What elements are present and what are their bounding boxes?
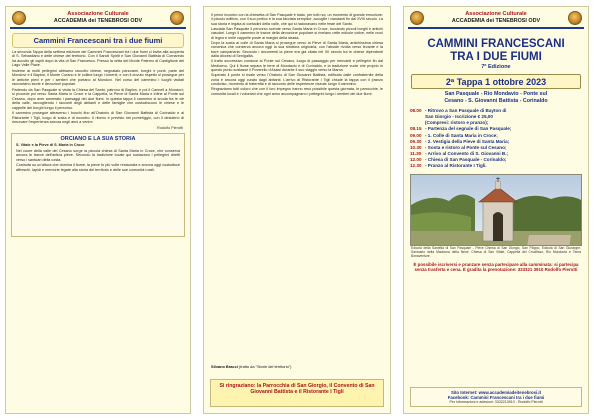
schedule-desc: - 1. Colle di Santa Maria in Croce; [425, 132, 498, 138]
main-title-line1: CAMMINI FRANCESCANI [427, 38, 565, 51]
middle-panel [203, 6, 391, 414]
left-paragraph: La seconda Tappa della settima edizione dei Cammini Francescani tra i due fiumi ci invita alla scoperta di S. Sebastiano e delle chiese del territorio. Con il Sancti Spiriti e San Giovanni Battista di Cornaredo ha accolto gli ospiti dopo la vita di San Francesco. Presso la vetta del Monte Paterno di Castiglione del Lago Valle Piave. [12, 49, 184, 68]
left-paragraph: Il cammino prosegue attraverso i boschi fino all'Oratorio di San Giovanni Battista di Corinaldo e al Ristorante I Tigli, luogo di sosta e di incontro. Il ritorno è previsto nel pomeriggio, con il desiderio di rinnovare l'esperienza ancora negli anni a venire. [12, 111, 184, 125]
schedule-desc: San Giorgio - Iscrizione € 25,00 [425, 114, 493, 120]
schedule-row [410, 163, 582, 169]
schedule-time: 09.30 [410, 138, 422, 144]
author-source: (tratto da "Storie del territorio") [238, 364, 292, 369]
chapel-photo-illustration [411, 175, 582, 246]
schedule-desc: - Ritrovo a San Pasquale di Bayton di [425, 108, 507, 114]
tenebrosi-logo [170, 11, 184, 25]
facebook-link[interactable]: Facebook: Cammini Francescani tra i due fiumi [447, 395, 545, 400]
website-link[interactable]: Sito Internet: www.accademiadeitenebrosi.it [450, 389, 542, 395]
route-line2: Cesano - S. Giovanni Battista - Corinaldo [444, 97, 548, 104]
route [404, 91, 588, 104]
middle-body [204, 7, 390, 363]
schedule-time: 12.00 [410, 156, 422, 162]
schedule-time: 11.30 [410, 150, 422, 156]
author-name: Silvano Bracci [211, 364, 238, 369]
history-box [11, 133, 185, 237]
schedule-desc: (Compresi: ristoro e pranzo); [425, 120, 489, 126]
association-line1: Associazione Culturale [67, 11, 129, 17]
thanks-box: Si ringraziano: la Parrocchia di San Giorgio, il Convento di San Giovanni Battista e il Ristorante I Tigli [210, 379, 384, 407]
middle-paragraph: Dopo la sosta al colle di Santa Maria si prosegue verso la Pieve di Santa Maria, antichissima chiesa romanica che conserva ancora oggi la sua struttura originaria, con l'abside rivolta verso levante e la torre campanaria. Secondo i documenti la pieve era già citata nel XII secolo tra le chiese dipendenti dalla diocesi di Senigallia. [211, 41, 383, 58]
association-header [6, 7, 190, 24]
left-paragraph: Insieme ai molti pellegrini abbiamo raccolto chiese, segnalato panorami, borghi e ponti, parte del Mondovì e il Bayton, il Monte Corano e le colline lungo i torrenti, e con il dovuto rispetto si prosegue per le antiche pievi e per i sentieri che portano al Mondovì. Nel corso del cammino i luoghi visitati raccontano storie e devozioni popolari. [12, 68, 184, 87]
schedule-desc: - Sosta e ristoro al Ponte sul Cesano; [425, 144, 507, 150]
schedule-time: 08.00 [410, 108, 422, 114]
photo-caption: Edicola della Santella di San Pasquale - Pieve Chiesa di San Giorgio, San Filippo, Edicola di San Giuseppe, Santuario della Madonna della Neve, Chiesa di San Vitale, Cappella del Crocifisso, Rio Mondavio e Tema Bonaventure. [411, 246, 581, 258]
middle-paragraph: Lasciata San Pasquale il percorso scende verso Santa Maria in Croce, toccando piccoli borghi e antichi casolari. Lungo il cammino le tracce della devozione popolare si rivelano nelle edicole votive, nelle croci di legno e nelle cappelle poste ai margini della strada. [211, 27, 383, 40]
middle-paragraph: Il tratto successivo conduce al Ponte sul Cesano, luogo di passaggio per mercanti e pellegrini fin dal Medioevo. Qui il fiume separa le terre di Mondavio e di Corinaldo, e la tradizione vuole che proprio in questo punto sostasse il Poverello d'Assisi durante il suo viaggio verso la Marca. [211, 59, 383, 73]
schedule-desc: - 2. Vestigia della Pieve di Santa Maria; [425, 138, 510, 144]
schedule-time: 09.00 [410, 132, 422, 138]
right-panel [403, 6, 589, 414]
left-paragraph: Partendo da San Pasquale si visita la Chiesa del Santo, patrono di Bayton, e poi il Cannell a Mondovì; si procede poi verso Santa Maria in Croce e la Cappella, la Pieve di Santa Maria e infine al Ponte sul Cesano, dopo aver ammirato i paesaggi dei due fiumi. In questa tappa il cammino si snoda fra le vie della valle, raccogliendo i racconti degli abitanti e delle famiglie che custodiscono le chiese e le cappelle dei borghi lungo il percorso. [12, 87, 184, 110]
middle-paragraph: Ringraziamo tutti coloro che con il loro impegno hanno reso possibile questa giornata, le parrocchie, le comunità locali e i volontari che ogni anno accompagnano i pellegrini lungo i sentieri dei due fiumi. [211, 87, 383, 96]
middle-paragraph: Superato il ponte si risale verso l'Oratorio di San Giovanni Battista, edificato dalle confraternite della zona e ancora oggi curato dagli abitanti. L'arrivo al Ristorante I Tigli chiude la tappa con il pranzo condiviso, momento di fraternità e di racconto delle esperienze vissute lungo il cammino. [211, 73, 383, 87]
edition-label: 7ª Edizione [481, 64, 511, 71]
history-title: ORCIANO E LA SUA STORIA [60, 135, 136, 142]
association-line1: Associazione Culturale [465, 11, 527, 17]
tenebrosi-logo [568, 11, 582, 25]
info-box [410, 387, 582, 407]
schedule-desc: - Chiesa di San Pasquale - Corinaldo; [425, 156, 507, 162]
schedule-time: 08.15 [410, 126, 422, 132]
schedule [404, 108, 588, 169]
middle-paragraph: Il primo incontro con la chiesetta di San Pasquale è stato, per tutti noi, un momento di grande emozione: il piccolo edificio, con il suo portico e la sua facciata semplice, accoglie i viandanti fin dal XVIII secolo. La sua storia è legata ai contadini della valle, che qui si radunavano nelle feste del Santo. [211, 13, 383, 26]
chapel-photo [410, 174, 582, 246]
main-title-line2: TRA I DUE FIUMI [450, 50, 542, 63]
route-line1: San Pasquale - Rio Mondavio - Ponte sul [444, 91, 548, 98]
association-line2: ACCADEMIA dei TENEBROSI ODV [451, 17, 541, 24]
schedule-desc: - Pranzo al Ristorante I Tigli. [425, 163, 487, 169]
registration-notice: È possibile iscriversi e pranzare senza partecipare alla camminata: si partecipa senza trasferta e cena. È gradita la prenotazione: 333321 3910 Rodolfo Pierotti [413, 261, 579, 273]
schedule-time: 10.30 [410, 144, 422, 150]
association-logo [410, 11, 424, 25]
association-logo [12, 11, 26, 25]
history-paragraph: Nel cuore della valle del Cesano sorge la piccola chiesa di Santa Maria in Croce, che conserva ancora le tracce dell'antica pieve. Secondo la tradizione locale qui sostavano i pellegrini diretti verso i santuari della costa. [16, 148, 180, 162]
left-body [6, 50, 190, 125]
contact-info: Per informazioni e adesioni: 3332213910 - Rodolfo Pierotti [449, 400, 543, 405]
history-paragraph: Costruita su un'altura che domina il fiume, la pieve fu più volte restaurata e ancora oggi custodisce affreschi, lapidi e memorie legate alla storia del territorio e delle sue comunità rurali. [16, 163, 180, 172]
middle-author [204, 364, 390, 369]
divider [408, 27, 584, 29]
history-subtitle: S. Vitale e la Pieve di S. Maria in Croce [16, 143, 85, 148]
left-title: Cammini Francescani tra i due fiumi [12, 33, 184, 48]
left-signature: Rodolfo Pierotti [157, 125, 183, 130]
left-panel [5, 6, 191, 414]
schedule-desc: - Partenza del segnale di San Pasquale; [425, 126, 512, 132]
tappa-banner: 2ª Tappa 1 ottobre 2023 [411, 74, 581, 89]
association-header [404, 7, 588, 24]
schedule-time: 12.30 [410, 163, 422, 169]
schedule-desc: - Arrivo al Convento di S. Giovanni B.; [425, 150, 509, 156]
divider [10, 27, 186, 29]
main-title [404, 38, 588, 63]
association-line2: ACCADEMIA dei TENEBROSI ODV [53, 17, 143, 24]
history-body [12, 143, 184, 172]
